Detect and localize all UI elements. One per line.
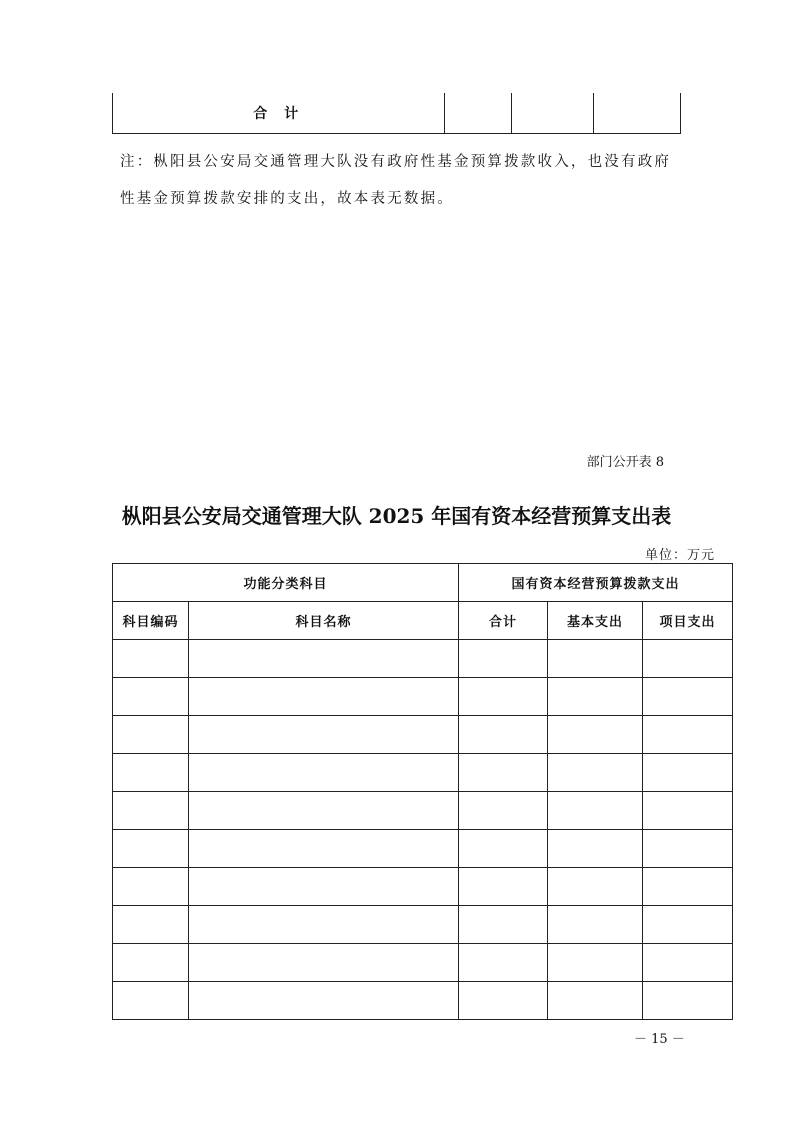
table-cell xyxy=(548,716,643,754)
table-cell xyxy=(511,93,594,134)
column-header-total: 合计 xyxy=(459,602,548,640)
table-cell xyxy=(459,754,548,792)
table-row xyxy=(113,792,733,830)
table-cell xyxy=(113,640,189,678)
table-cell xyxy=(548,868,643,906)
table-cell xyxy=(113,906,189,944)
form-number: 部门公开表 8 xyxy=(586,455,664,470)
column-header-row xyxy=(113,602,733,640)
table-body xyxy=(113,640,733,1020)
table-row xyxy=(113,678,733,716)
table-cell xyxy=(548,678,643,716)
table-cell xyxy=(459,982,548,1020)
table-cell xyxy=(113,982,189,1020)
table-cell xyxy=(643,944,733,982)
table-cell xyxy=(459,678,548,716)
table-cell xyxy=(459,640,548,678)
table-cell xyxy=(459,716,548,754)
total-row xyxy=(113,93,681,134)
table-cell xyxy=(113,830,189,868)
table-row xyxy=(113,716,733,754)
table-cell xyxy=(643,716,733,754)
table-cell xyxy=(189,640,459,678)
table-cell xyxy=(189,678,459,716)
table-cell xyxy=(113,678,189,716)
table-cell xyxy=(113,944,189,982)
table-row xyxy=(113,754,733,792)
table-cell xyxy=(594,93,681,134)
note-line-1: 注：枞阳县公安局交通管理大队没有政府性基金预算拨款收入，也没有政府 xyxy=(120,154,672,170)
table-cell xyxy=(113,868,189,906)
table-row xyxy=(113,868,733,906)
table-cell xyxy=(643,754,733,792)
group-header-functional: 功能分类科目 xyxy=(113,564,459,602)
table-cell xyxy=(548,754,643,792)
column-header-project: 项目支出 xyxy=(643,602,733,640)
table-cell xyxy=(459,906,548,944)
table-row xyxy=(113,944,733,982)
table-row xyxy=(113,640,733,678)
table-cell xyxy=(189,716,459,754)
table-cell xyxy=(189,792,459,830)
table-cell xyxy=(113,792,189,830)
table-cell xyxy=(189,868,459,906)
table-cell xyxy=(189,830,459,868)
total-label: 合 计 xyxy=(113,93,445,134)
group-header-row xyxy=(113,564,733,602)
table-cell xyxy=(643,678,733,716)
table-cell xyxy=(189,944,459,982)
table-cell xyxy=(643,982,733,1020)
column-header-code: 科目编码 xyxy=(113,602,189,640)
table-cell xyxy=(548,944,643,982)
table-cell xyxy=(548,640,643,678)
unit-label: 单位：万元 xyxy=(644,548,715,563)
table-row xyxy=(113,906,733,944)
page-title: 枞阳县公安局交通管理大队 2025 年国有资本经营预算支出表 xyxy=(121,504,672,528)
column-header-name: 科目名称 xyxy=(189,602,459,640)
table-cell xyxy=(189,982,459,1020)
column-header-basic: 基本支出 xyxy=(548,602,643,640)
note-line-2: 性基金预算拨款安排的支出，故本表无数据。 xyxy=(120,191,454,207)
table-row xyxy=(113,830,733,868)
table-cell xyxy=(548,830,643,868)
table-cell xyxy=(643,640,733,678)
previous-table-footer xyxy=(112,93,681,134)
budget-expenditure-table xyxy=(112,563,733,1020)
page-number: － 15 － xyxy=(634,1032,685,1047)
table-cell xyxy=(113,716,189,754)
table-cell xyxy=(459,868,548,906)
table-cell xyxy=(189,906,459,944)
table-cell xyxy=(643,830,733,868)
table-cell xyxy=(548,792,643,830)
table-cell xyxy=(445,93,512,134)
table-cell xyxy=(459,830,548,868)
table-cell xyxy=(548,906,643,944)
group-header-expenditure: 国有资本经营预算拨款支出 xyxy=(459,564,733,602)
table-cell xyxy=(643,906,733,944)
table-cell xyxy=(113,754,189,792)
table-cell xyxy=(548,982,643,1020)
table-row xyxy=(113,982,733,1020)
table-cell xyxy=(643,868,733,906)
table-cell xyxy=(459,944,548,982)
table-cell xyxy=(189,754,459,792)
table-cell xyxy=(643,792,733,830)
table-cell xyxy=(459,792,548,830)
